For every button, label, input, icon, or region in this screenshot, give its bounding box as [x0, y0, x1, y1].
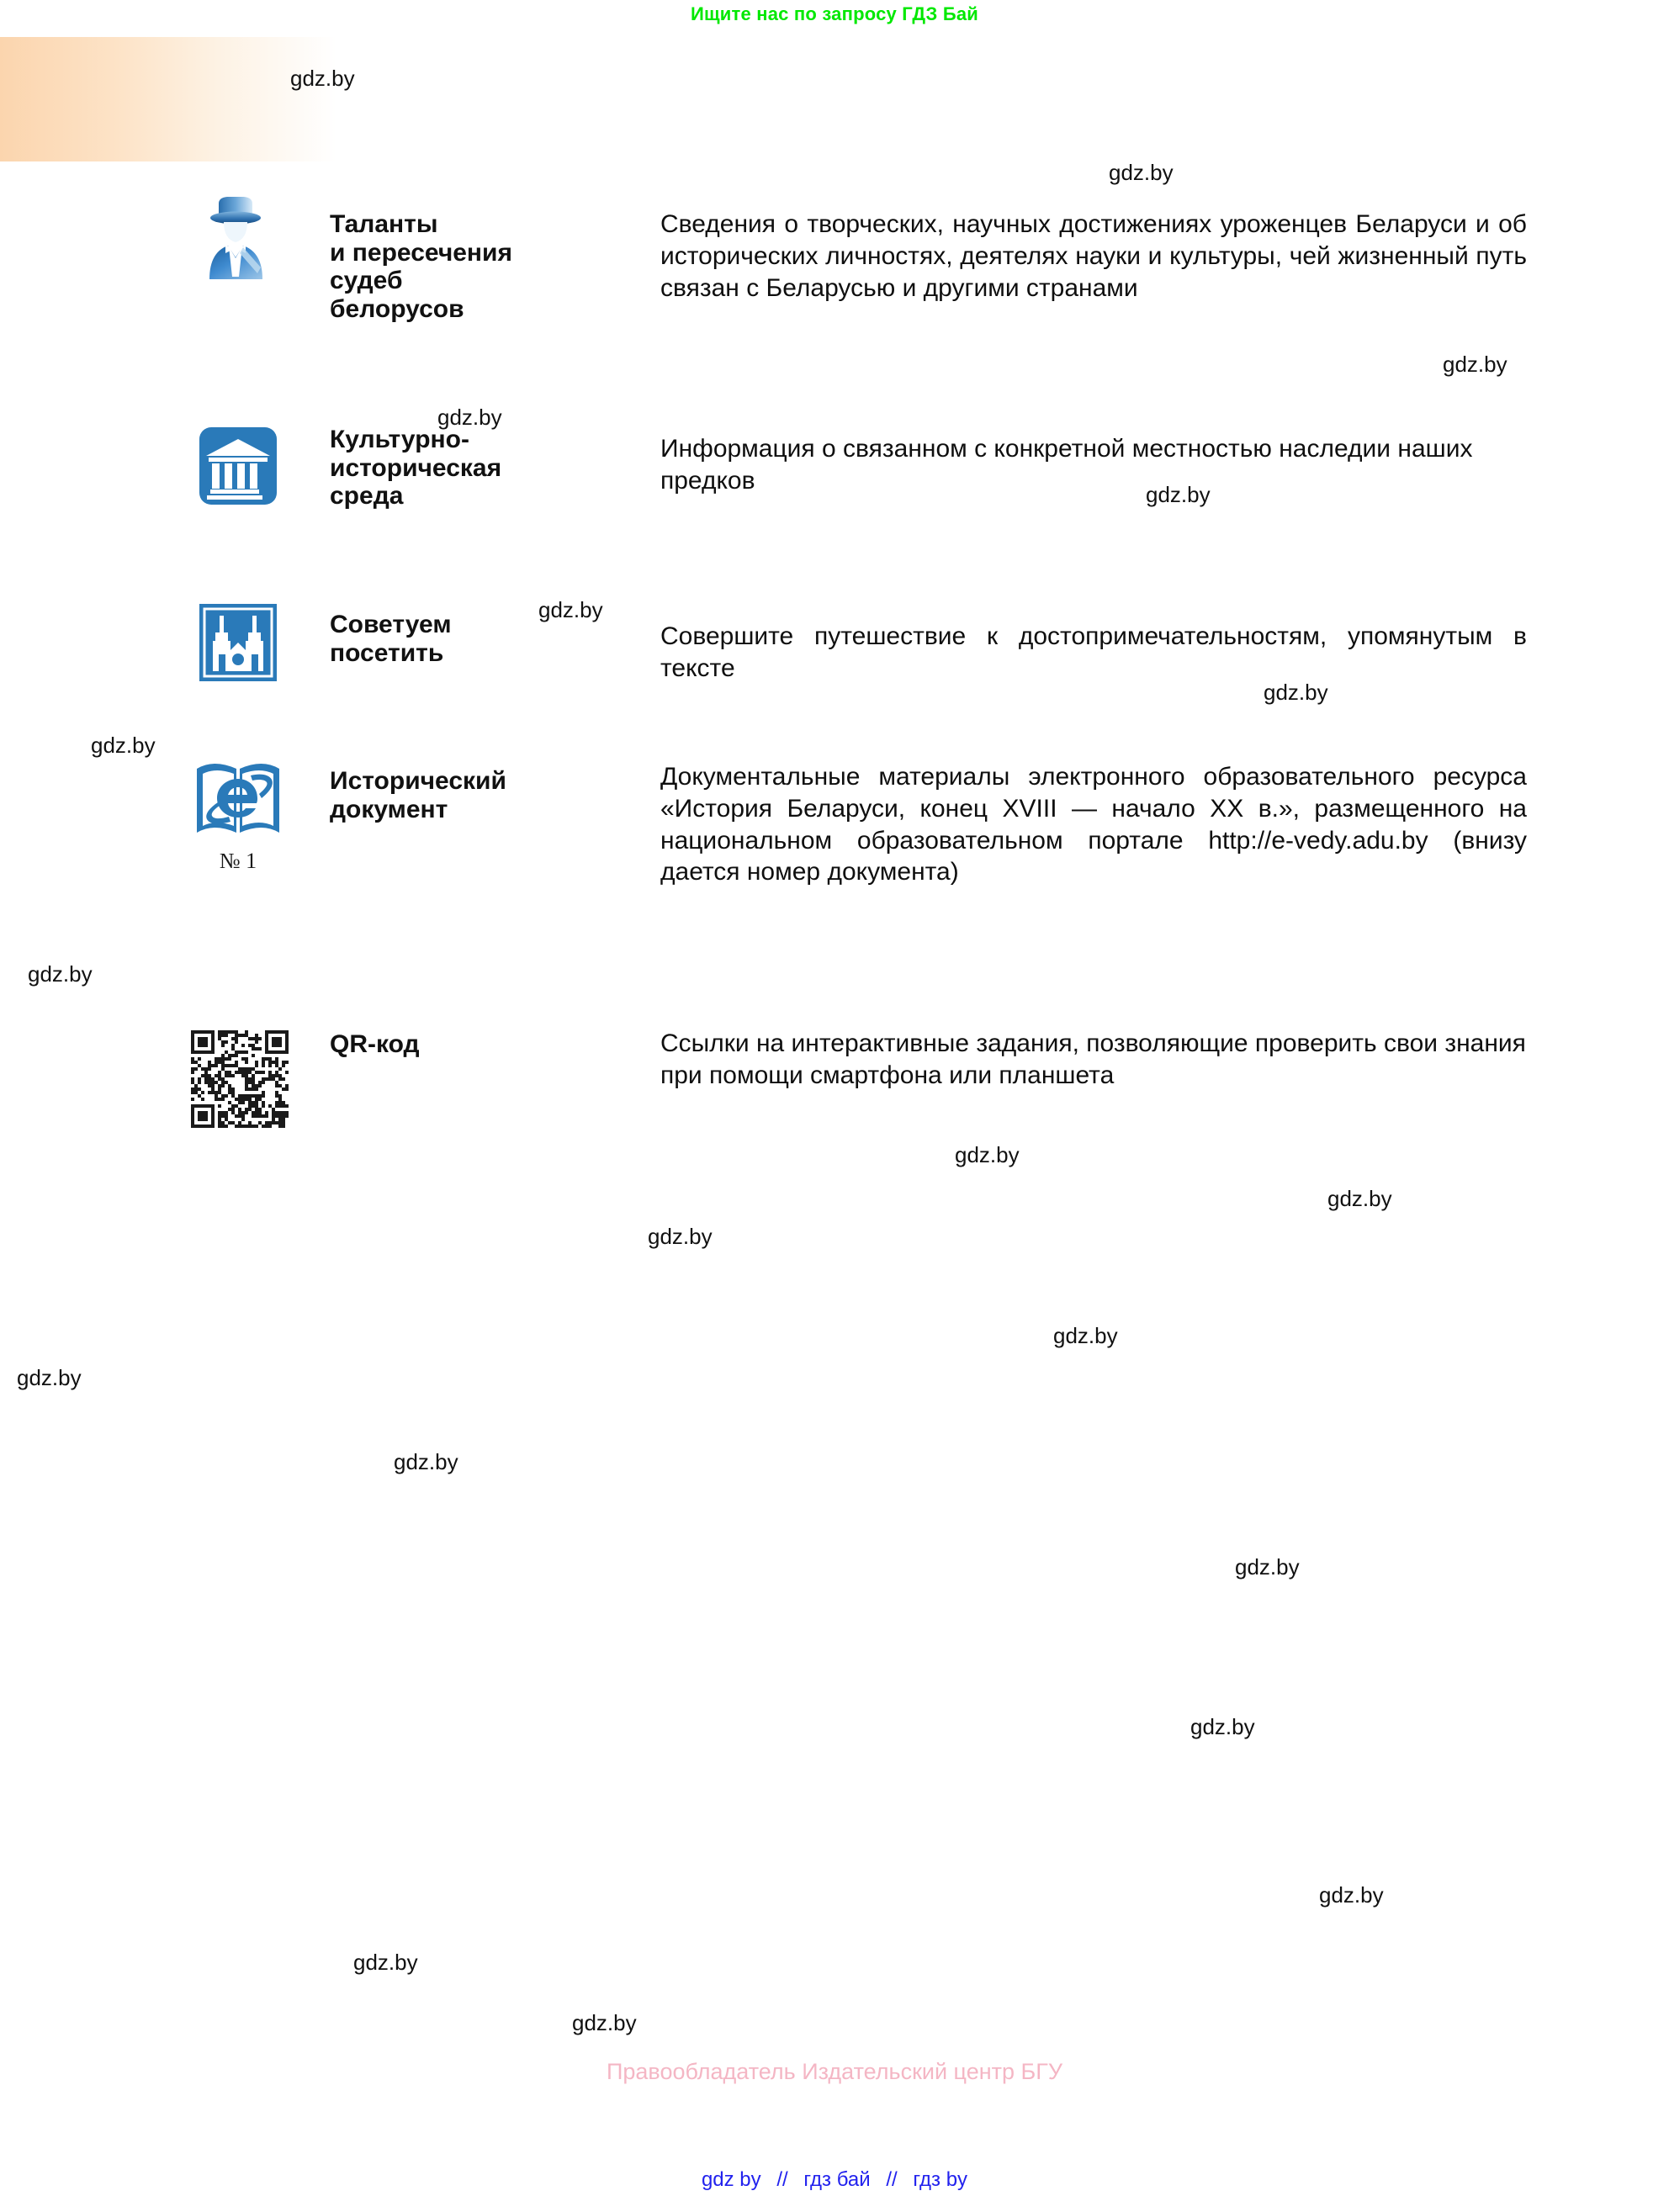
- legend-term-line: историческая: [330, 453, 502, 482]
- watermark-text: gdz.by: [538, 597, 603, 622]
- legend-term: [330, 767, 666, 823]
- legend-term-line: среда: [330, 482, 404, 511]
- watermark-text: gdz.by: [572, 2010, 637, 2035]
- legend-description: Сведения о творческих, научных достижениях уроженцев Беларуси и об исторических личностях, деятелях науки и культуры, чей жизненный путь связан с Беларусью и другими странами: [660, 210, 1527, 302]
- bottom-link-separator: //: [886, 2168, 898, 2191]
- bottom-link[interactable]: гдз by: [913, 2168, 968, 2191]
- watermark-text: gdz.by: [1264, 680, 1328, 705]
- watermark-text: gdz.by: [394, 1449, 458, 1474]
- legend-term: [330, 611, 666, 667]
- watermark-text: gdz.by: [648, 1224, 713, 1249]
- watermark-text: gdz.by: [955, 1142, 1020, 1167]
- legend-term-line: Таланты: [330, 210, 438, 238]
- legend-description: Документальные материалы электронного образовательного ресурса «История Беларуси, конец XVIII — начало XX в.», размещенного на национальном образовательном портале http://e-vedy.adu.by (внизу дается номер документа): [660, 763, 1527, 886]
- legend-term-line: QR-код: [330, 1030, 420, 1058]
- watermark-text: gdz.by: [1443, 352, 1507, 377]
- watermark-text: gdz.by: [1319, 1882, 1384, 1908]
- legend-term: [330, 1030, 666, 1059]
- watermark-text: gdz.by: [1327, 1186, 1392, 1211]
- promo-banner-text: Ищите нас по запросу ГДЗ Бай: [690, 3, 978, 24]
- legend-term-line: белорусов: [330, 294, 464, 323]
- gentleman-tophat-icon: [183, 192, 293, 290]
- watermark-text: gdz.by: [91, 733, 156, 758]
- bottom-link[interactable]: gdz by: [701, 2168, 761, 2191]
- cathedral-icon: [183, 602, 293, 687]
- watermark-text: gdz.by: [1146, 482, 1211, 507]
- watermark-text: gdz.by: [1235, 1554, 1300, 1580]
- legend-term-line: Культурно-: [330, 426, 469, 453]
- watermark-text: gdz.by: [1053, 1323, 1118, 1348]
- legend-term: [330, 210, 666, 323]
- watermark-text: gdz.by: [290, 66, 355, 91]
- legend-term: [330, 426, 666, 511]
- watermark-text: gdz.by: [1190, 1714, 1255, 1739]
- legend-term-line: Советуем: [330, 611, 452, 638]
- legend-description: Ссылки на интерактивные задания, позволяющие проверить свои знания при помощи смартфона или планшета: [660, 1029, 1526, 1089]
- bottom-link-separator: //: [776, 2168, 788, 2191]
- classical-building-icon: [183, 426, 293, 511]
- watermark-text: gdz.by: [437, 405, 502, 430]
- watermark-text: gdz.by: [353, 1950, 418, 1975]
- legend-description: Информация о связанном с конкретной местностью наследии наших предков: [660, 435, 1473, 495]
- qr-code-icon: [183, 1030, 293, 1128]
- legend-term-line: судеб: [330, 267, 403, 295]
- watermark-text: gdz.by: [17, 1365, 82, 1390]
- legend-term-line: документ: [330, 795, 448, 823]
- legend-term-line: Исторический: [330, 767, 506, 795]
- bottom-link[interactable]: гдз бай: [803, 2168, 871, 2191]
- watermark-text: gdz.by: [28, 961, 93, 987]
- open-book-explorer-icon: [183, 755, 293, 874]
- decorative-gradient-band: [0, 37, 336, 161]
- legend-description: Совершите путешествие к достопримечательностям, упомянутым в тексте: [660, 622, 1527, 682]
- legend-term-line: посетить: [330, 638, 444, 667]
- document-number-label: № 1: [219, 849, 257, 873]
- watermark-text: gdz.by: [1109, 160, 1174, 185]
- copyright-notice: Правообладатель Издательский центр БГУ: [606, 2059, 1063, 2084]
- legend-term-line: и пересечения: [330, 238, 512, 267]
- qr-code-image: [191, 1030, 289, 1128]
- bottom-links: [0, 2168, 1669, 2192]
